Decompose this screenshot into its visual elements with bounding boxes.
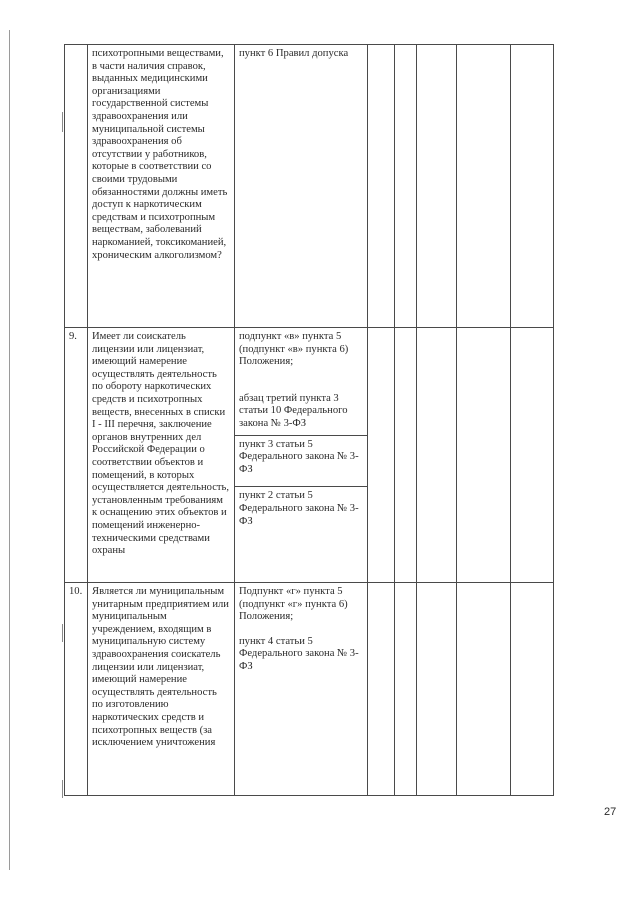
empty-cell [417,328,457,583]
empty-cell [395,583,417,796]
page-number: 27 [604,806,617,818]
reference-cell [235,328,368,583]
reference-text: пункт 6 Правил допуска [239,48,349,59]
reference-text: подпункт «в» пункта 5 (подпункт «в» пункта 6) Положения; [239,331,349,368]
question-cell: Имеет ли соискатель лицензии или лицензиат, имеющий намерение осуществлять деятельность по обороту наркотических средств и психотропных веществ, внесенных в списки I - III перечня, заключение органов внутренних дел Российской Федерации о соответствии объектов и помещений, в которых осуществляется деятельность, установленным требованиям к оснащению этих объектов и помещений инженерно-техническими средствами охраны [88,328,235,583]
empty-cell [457,328,511,583]
empty-cell [511,45,554,328]
reference-cell [235,583,368,796]
empty-cell [457,45,511,328]
question-cell: психотропными веществами, в части наличия справок, выданных медицинскими организациями государственной системы здравоохранения или муниципальной системы здравоохранения об отсутствии у работников, которые в соответствии со своими трудовыми обязанностями должны иметь доступ к наркотическим средствам и психотропным веществам, заболеваний наркоманией, токсикоманией, хроническим алкоголизмом? [88,45,235,328]
item-number-cell [65,45,88,328]
checklist-table [64,44,554,796]
item-number-cell: 9. [65,328,88,583]
reference-text: Подпункт «г» пункта 5 (подпункт «г» пункта 6) Положения; [239,586,348,623]
table-row [65,45,554,328]
reference-text: пункт 4 статьи 5 Федерального закона № 3-ФЗ [239,635,359,672]
binding-edge-line [9,30,10,870]
margin-mark [62,780,63,798]
empty-cell [368,583,395,796]
empty-cell [368,328,395,583]
empty-cell [457,583,511,796]
reference-text: пункт 2 статьи 5 Федерального закона № 3-ФЗ [239,490,359,527]
reference-text: абзац третий пункта 3 статьи 10 Федерального закона № 3-ФЗ [239,392,348,429]
empty-cell [417,583,457,796]
item-number-cell: 10. [65,583,88,796]
reference-subcell [235,486,367,528]
margin-mark [62,112,63,132]
margin-mark [62,624,63,642]
question-cell: Является ли муниципальным унитарным предприятием или муниципальным учреждением, входящим в муниципальную систему здравоохранения соискатель лицензии или лицензиат, имеющий намерение осуществлять деятельность по изготовлению наркотических средств и психотропных веществ (за исключением уничтожения [88,583,235,796]
empty-cell [511,583,554,796]
empty-cell [368,45,395,328]
reference-text: пункт 3 статьи 5 Федерального закона № 3-ФЗ [239,438,359,475]
empty-cell [395,328,417,583]
empty-cell [395,45,417,328]
empty-cell [511,328,554,583]
reference-cell [235,45,368,328]
empty-cell [417,45,457,328]
reference-subcell [235,435,367,477]
table-row [65,583,554,796]
table-row [65,328,554,583]
